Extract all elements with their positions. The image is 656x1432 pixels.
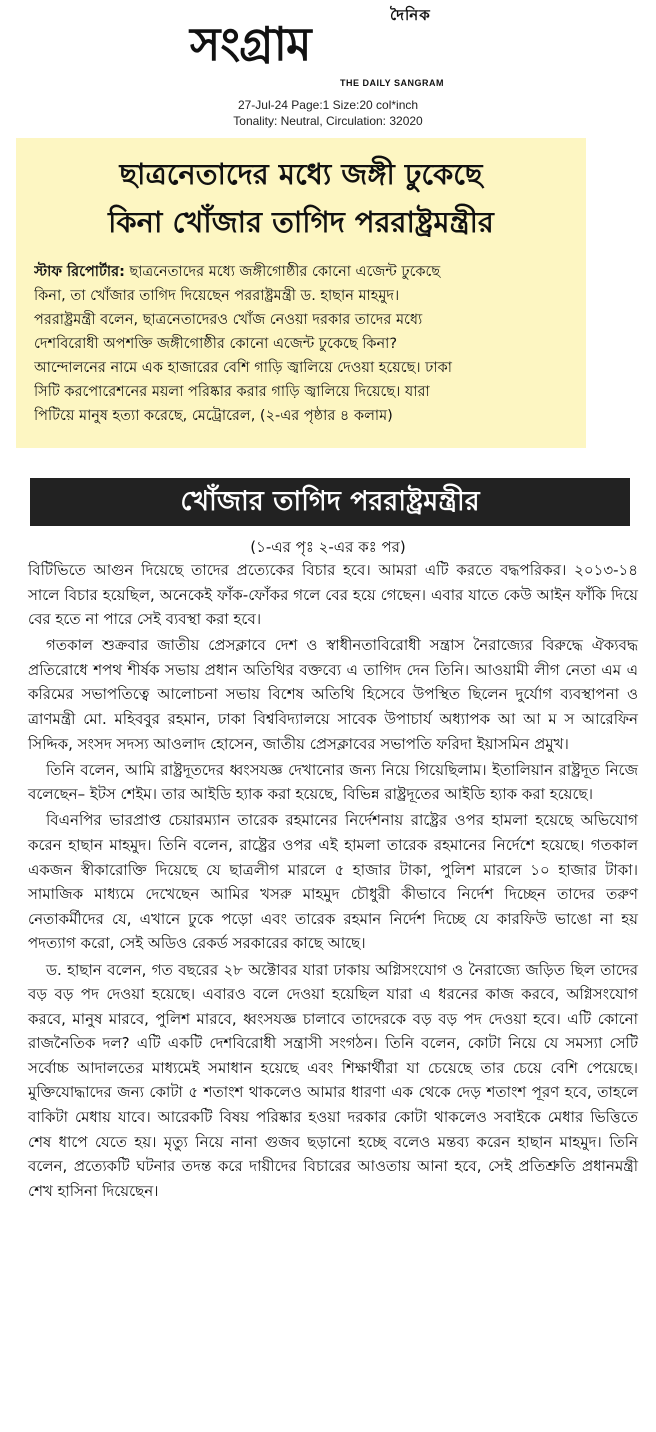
front-body: [34, 260, 582, 428]
front-line: স্টাফ রিপোর্টার: ছাত্রনেতাদের মধ্যে জঙ্গীগোষ্ঠীর কোনো এজেন্ট ঢুকেছে: [34, 264, 441, 280]
masthead: [0, 4, 656, 92]
article-paragraph: গতকাল শুক্রবার জাতীয় প্রেসক্লাবে দেশ ও স্বাধীনতাবিরোধী সন্ত্রাস নৈরাজ্যের বিরুদ্ধে ঐক্যবদ্ধ প্রতিরোধে শপথ শীর্ষক সভায় প্রধান অতিথির বক্তব্যে এ তাগিদ দেন তিনি। আওয়ামী লীগ নেতা এম এ করিমের সভাপতিত্বে আলোচনা সভায় বিশেষ অতিথি হিসেবে উপস্থিত ছিলেন দুর্যোগ ব্যবস্থাপনা ও ত্রাণমন্ত্রী মো. মহিববুর রহমান, ঢাকা বিশ্ববিদ্যালয়ে সাবেক উপাচার্য অধ্যাপক আ আ ম স আরেফিন সিদ্দিক, সংসদ সদস্য আওলাদ হোসেন, জাতীয় প্রেসক্লাবের সভাপতি ফরিদা ইয়াসমিন প্রমুখ।: [28, 636, 638, 753]
newspaper-logo: সংগ্রাম: [190, 17, 311, 71]
front-headline-line-2: কিনা খোঁজার তাগিদ পররাষ্ট্রমন্ত্রীর: [108, 205, 494, 239]
article-body: [28, 558, 638, 1205]
front-line: সিটি করপোরেশনের ময়লা পরিষ্কার করার গাড়ি জ্বালিয়ে দিয়েছে। যারা: [34, 384, 430, 400]
front-line: কিনা, তা খোঁজার তাগিদ দিয়েছেন পররাষ্ট্রমন্ত্রী ড. হাছান মাহমুদ।: [34, 288, 400, 304]
staff-reporter: স্টাফ রিপোর্টার:: [34, 264, 125, 280]
front-line: দেশবিরোধী অপশক্তি জঙ্গীগোষ্ঠীর কোনো এজেন্ট ঢুকেছে কিনা?: [34, 336, 398, 352]
masthead-dainik: দৈনিক: [390, 6, 431, 24]
front-headline-line-1: ছাত্রনেতাদের মধ্যে জঙ্গী ঢুকেছে: [119, 157, 483, 191]
front-line: পিটিয়ে মানুষ হত্যা করেছে, মেট্রোরেল, (২-এর পৃষ্ঠার ৪ কলাম): [34, 408, 393, 424]
article-paragraph: বিটিভিতে আগুন দিয়েছে তাদের প্রত্যেকের বিচার হবে। আমরা এটি করতে বদ্ধপরিকর। ২০১৩-১৪ সালে বিচার হয়েছিল, অনেকেই ফাঁক-ফোঁকর গলে বের হয়ে গেছেন। এবার যাতে কেউ আইন ফাঁকি দিয়ে বের হতে না পারে সেই ব্যবস্থা করা হবে।: [28, 561, 638, 629]
clipping-info: 27-Jul-24 Page:1 Size:20 col*inch: [237, 98, 419, 112]
article-paragraph: বিএনপির ভারপ্রাপ্ত চেয়ারম্যান তারেক রহমানের নির্দেশনায় রাষ্ট্রের ওপর হামলা হয়েছে অভিযোগ করেন হাছান মাহমুদ। তিনি বলেন, রাষ্ট্রের ওপর এই হামলা তারেক রহমানের নির্দেশে হয়েছে। গতকাল একজন স্বীকারোক্তি দিয়েছে যে ছাত্রলীগ মারলে ৫ হাজার টাকা, পুলিশ মারলে ১০ হাজার টাকা। সামাজিক মাধ্যমে দেখেছেন আমির খসরু মাহমুদ চৌধুরী কীভাবে নির্দেশ দিচ্ছেন তাদের তরুণ নেতাকর্মীদের যে, এখানে ঢুকে পড়ো এবং তারেক রহমান নির্দেশ দিচ্ছে যে কারফিউ ভাঙো না হয় পদত্যাগ করো, সেই অডিও রেকর্ড সরকারের কাছে আছে।: [28, 811, 638, 953]
article-paragraph: তিনি বলেন, আমি রাষ্ট্রদূতদের ধ্বংসযজ্ঞ দেখানোর জন্য নিয়ে গিয়েছিলাম। ইতালিয়ান রাষ্ট্রদূত নিজে বলেছেন– ইটস শেইম। তার আইডি হ্যাক করা হয়েছে, বিভিন্ন রাষ্ট্রদূতের আইডি হ্যাক করা হয়েছে।: [28, 760, 638, 804]
inside-page-headline: খোঁজার তাগিদ পররাষ্ট্রমন্ত্রীর: [30, 478, 630, 526]
masthead-english: THE DAILY SANGRAM: [340, 78, 445, 88]
front-line: পররাষ্ট্রমন্ত্রী বলেন, ছাত্রনেতাদেরও খোঁজ নেওয়া দরকার তাদের মধ্যে: [34, 312, 423, 328]
front-page-clip: [16, 138, 586, 448]
continuation-note: (১-এর পৃঃ ২-এর কঃ পর): [250, 538, 406, 556]
clipping-tonality: Tonality: Neutral, Circulation: 32020: [233, 114, 423, 128]
front-line: আন্দোলনের নামে এক হাজারের বেশি গাড়ি জ্বালিয়ে দেওয়া হয়েছে। ঢাকা: [34, 360, 452, 376]
article-paragraph: ড. হাছান বলেন, গত বছরের ২৮ অক্টোবর যারা ঢাকায় অগ্নিসংযোগ ও নৈরাজ্যে জড়িত ছিল তাদের বড় বড় পদ দেওয়া হয়েছে। এবারও বলে দেওয়া হয়েছিল যারা এ ধরনের কাজ করবে, অগ্নিসংযোগ করবে, মানুষ মারবে, পুলিশ মারবে, ধ্বংসযজ্ঞ চালাবে তাদেরকে বড় বড় পদ দেওয়া হবে। এটি কোনো রাজনৈতিক দল? এটি একটি দেশবিরোধী সন্ত্রাসী সংগঠন। তিনি বলেন, কোটা নিয়ে যে সমস্যা সেটি সর্বোচ্চ আদালতের মাধ্যমেই সমাধান হয়েছে এবং শিক্ষার্থীরা যা চেয়েছে তার চেয়ে বেশি পেয়েছে। মুক্তিযোদ্ধাদের জন্য কোটা ৫ শতাংশ থাকলেও আমার ধারণা এক থেকে দেড় শতাংশ পূরণ হবে, তাহলে বাকিটা মেধায় যাবে। আরেকটি বিষয় পরিষ্কার হওয়া দরকার কোটা থাকলেও সবাইকে মেধার ভিত্তিতে শেষ ধাপে যেতে হয়। মৃত্যু নিয়ে নানা গুজব ছড়ানো হচ্ছে বলেও মন্তব্য করেন হাছান মাহমুদ। তিনি বলেন, প্রত্যেকটি ঘটনার তদন্ত করে দায়ীদের বিচারের আওতায় আনা হবে, সেই প্রতিশ্রুতি প্রধানমন্ত্রী শেখ হাসিনা দিয়েছেন।: [28, 960, 638, 1200]
